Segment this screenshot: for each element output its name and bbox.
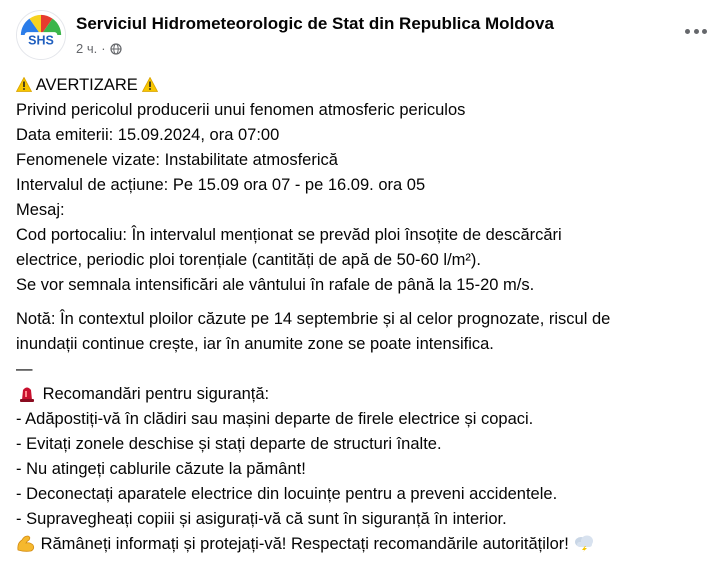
post-meta (76, 41, 122, 56)
recommendation-item: - Nu atingeți cablurile căzute la pământ! (16, 460, 306, 478)
flexed-bicep-icon (16, 534, 36, 552)
text-line: Cod portocaliu: În intervalul menționat se prevăd ploi însoțite de descărcări (16, 226, 562, 244)
more-options-button[interactable] (685, 24, 707, 38)
warning-icon (142, 77, 158, 92)
post-body (16, 73, 711, 557)
page-name-link[interactable]: Serviciul Hidrometeorologic de Stat din Republica Moldova (76, 14, 554, 33)
globe-icon (110, 43, 122, 55)
divider: — (16, 360, 33, 378)
dot-icon (694, 29, 699, 34)
paragraph-gap (16, 298, 711, 307)
meta-separator: · (101, 41, 106, 56)
closing-text: Rămâneți informați și protejați-vă! Respectați recomandările autorităților! (40, 535, 569, 553)
dot-icon (702, 29, 707, 34)
text-line: Data emiterii: 15.09.2024, ora 07:00 (16, 126, 280, 144)
recommend-title-text: Recomandări pentru siguranță: (42, 385, 270, 403)
siren-icon (16, 384, 38, 402)
warning-icon (16, 77, 32, 92)
page-avatar[interactable] (16, 10, 66, 60)
text-line: Privind pericolul producerii unui fenomen atmosferic periculos (16, 101, 466, 119)
text-line: Intervalul de acțiune: Pe 15.09 ora 07 - pe 16.09. ora 05 (16, 176, 426, 194)
storm-cloud-icon (573, 534, 595, 552)
shs-logo-icon (17, 11, 65, 59)
note-line: inundații continue crește, iar în anumite zone se poate intensifica. (16, 335, 494, 353)
post-title (16, 73, 711, 98)
recommendation-item: - Supravegheați copiii și asigurați-vă că sunt în siguranță în interior. (16, 510, 507, 528)
text-line: Se vor semnala intensificări ale vântului în rafale de până la 15-20 m/s. (16, 276, 535, 294)
dot-icon (685, 29, 690, 34)
post-header (16, 10, 707, 62)
recommendation-item: - Evitați zonele deschise și stați departe de structuri înalte. (16, 435, 442, 453)
recommendation-item: - Deconectați aparatele electrice din locuințe pentru a preveni accidentele. (16, 485, 558, 503)
title-text: AVERTIZARE (35, 76, 138, 94)
recommendation-item: - Adăpostiți-vă în clădiri sau mașini departe de firele electrice și copaci. (16, 410, 534, 428)
text-line: Mesaj: (16, 201, 65, 219)
text-line: Fenomenele vizate: Instabilitate atmosferică (16, 151, 338, 169)
post-timestamp[interactable]: 2 ч. (76, 41, 98, 56)
text-line: electrice, periodic ploi torențiale (cantități de apă de 50-60 l/m²). (16, 251, 481, 269)
recommend-title (16, 382, 711, 407)
svg-text:SHS: SHS (28, 33, 54, 48)
closing-line (16, 532, 711, 557)
note-line: Notă: În contextul ploilor căzute pe 14 septembrie și al celor prognozate, riscul de (16, 310, 611, 328)
